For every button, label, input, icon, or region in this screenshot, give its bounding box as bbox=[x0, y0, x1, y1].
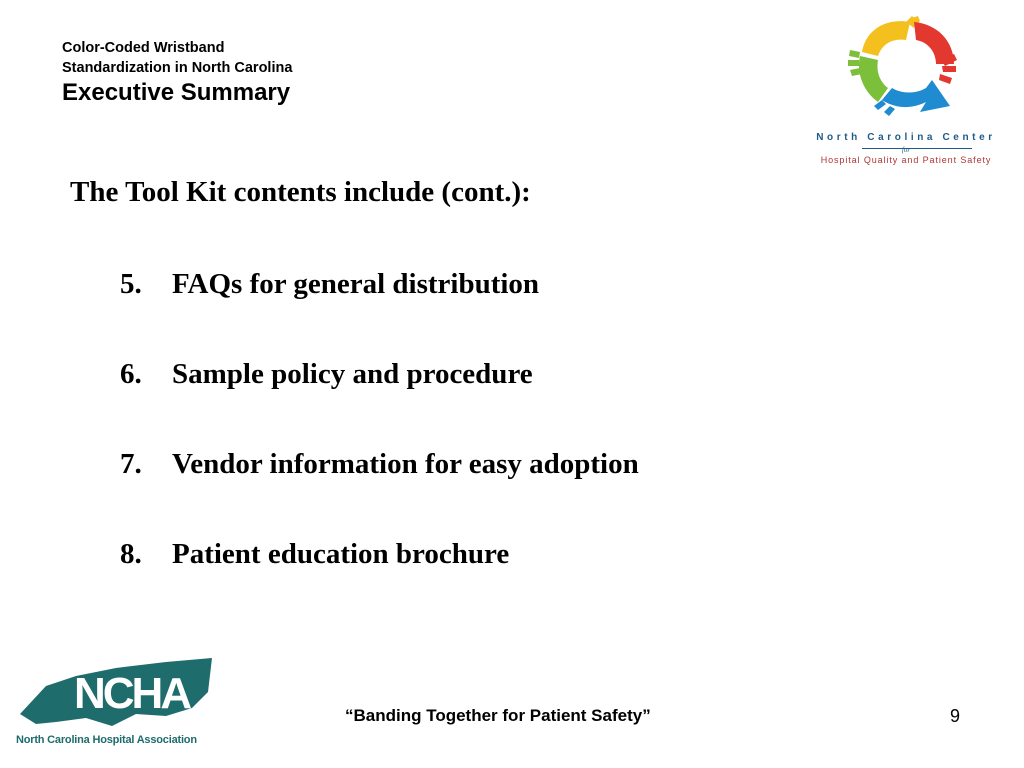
ncha-logo bbox=[16, 652, 216, 752]
list-item-number: 5. bbox=[120, 268, 142, 300]
list-item bbox=[120, 264, 639, 354]
list-item-number: 6. bbox=[120, 358, 142, 390]
intro-text: The Tool Kit contents include (cont.): bbox=[70, 176, 531, 208]
nc-center-logo-line-3: Hospital Quality and Patient Safety bbox=[820, 155, 992, 165]
list-item-text: Vendor information for easy adoption bbox=[172, 448, 639, 480]
list-item bbox=[120, 444, 639, 534]
ncha-letters: NCHA bbox=[74, 669, 190, 718]
header-subtitle-line-2: Standardization in North Carolina bbox=[62, 60, 293, 76]
nc-state-outline-icon bbox=[16, 652, 216, 732]
list-item bbox=[120, 354, 639, 444]
nc-center-logo-line-1: North Carolina Center bbox=[816, 132, 996, 143]
nc-center-logo-line-2: for bbox=[901, 146, 911, 154]
list-item-number: 7. bbox=[120, 448, 142, 480]
toolkit-item-list bbox=[120, 264, 639, 624]
header-title: Executive Summary bbox=[62, 79, 291, 106]
nc-center-logo bbox=[806, 14, 1006, 169]
list-item-text: FAQs for general distribution bbox=[172, 268, 540, 300]
page-number: 9 bbox=[950, 706, 961, 726]
list-item-number: 8. bbox=[120, 538, 142, 570]
footer-slogan: “Banding Together for Patient Safety” bbox=[345, 706, 651, 725]
slide-header bbox=[62, 38, 292, 108]
list-item-text: Sample policy and procedure bbox=[172, 358, 533, 390]
ncha-name: North Carolina Hospital Association bbox=[16, 734, 197, 746]
list-item bbox=[120, 534, 639, 624]
hands-circle-icon bbox=[844, 14, 968, 126]
header-subtitle-line-1: Color-Coded Wristband bbox=[62, 40, 225, 56]
list-item-text: Patient education brochure bbox=[172, 538, 510, 570]
